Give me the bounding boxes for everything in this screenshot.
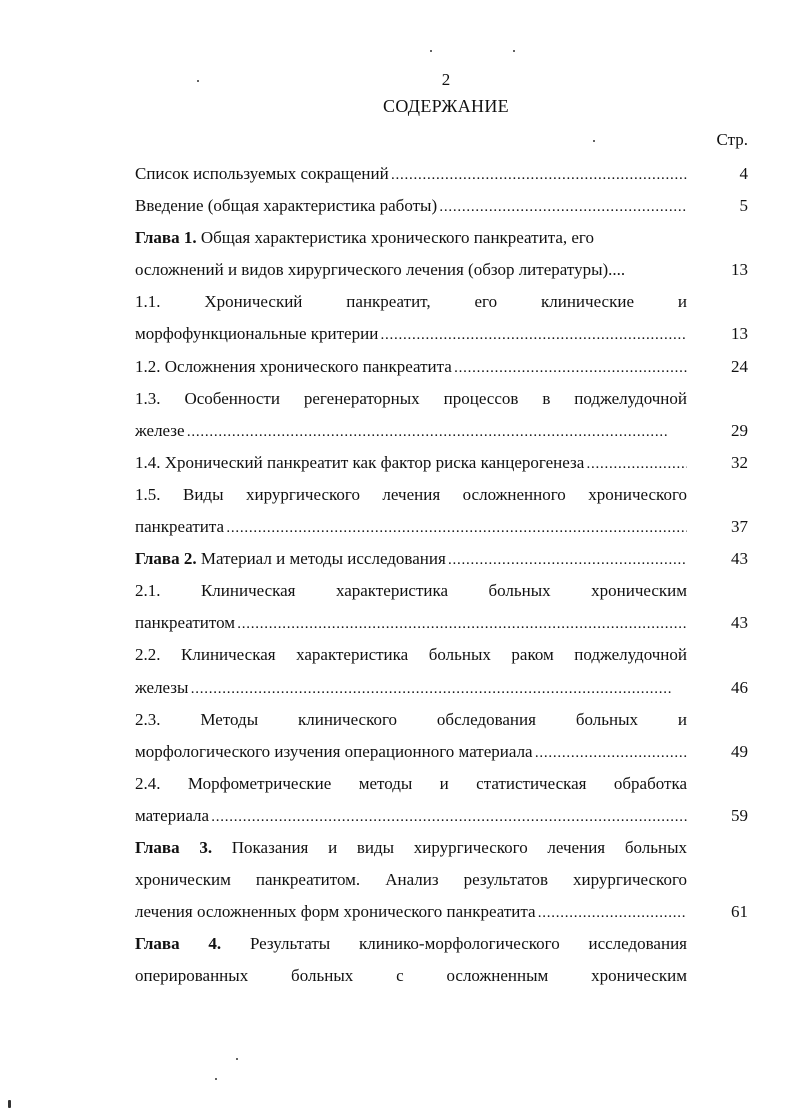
toc-entry [135,768,748,832]
toc-page-number: 43 [731,613,748,633]
toc-title: морфологического изучения операционного материала [135,741,533,761]
toc-entry [135,639,748,703]
toc-line-text [135,254,687,286]
toc-entry [135,575,748,639]
toc-line [135,190,748,222]
toc-line-text [135,672,687,705]
toc-entry [135,704,748,768]
toc-line [135,639,748,671]
page-title: СОДЕРЖАНИЕ [383,96,509,116]
toc-line [135,960,748,992]
toc-page-number: 46 [731,677,748,697]
toc-line [135,479,748,511]
toc-line [135,318,748,350]
toc-page-number: 32 [731,452,748,472]
toc-title: 2.2. Клиническая характеристика больных раком поджелудочной [135,645,687,665]
toc-line-text [135,896,687,929]
toc-page-number: 43 [731,549,748,569]
toc-page-number: 49 [731,741,748,761]
toc-line-text [135,286,687,318]
toc-line-text [135,511,687,544]
toc-line [135,768,748,800]
toc-entry [135,222,748,286]
toc-entry [135,158,748,190]
toc-line-text [135,158,687,191]
toc-page-number: 37 [731,517,748,537]
scan-speck [8,1100,11,1108]
toc-line-text [135,479,687,511]
toc-entry [135,479,748,543]
toc-title: Показания и виды хирургического лечения больных [212,837,687,857]
toc-line [135,222,748,254]
toc-title: 1.5. Виды хирургического лечения осложненного хронического [135,484,687,504]
toc-line [135,607,748,639]
toc-line-text [135,736,687,769]
toc-title: 1.2. Осложнения хронического панкреатита [135,356,452,376]
toc-title: оперированных больных с осложненным хроническим [135,966,687,986]
toc-line [135,351,748,383]
toc-line [135,254,748,286]
chapter-label: Глава 4. [135,934,222,954]
page-number: 2 [441,70,451,89]
toc-title: 1.3. Особенности регенераторных процессов в поджелудочной [135,388,687,408]
scan-speck [236,1058,238,1060]
toc-line [135,672,748,704]
toc-title: железе [135,420,185,440]
toc-line [135,832,748,864]
toc-title: хроническим панкреатитом. Анализ результатов хирургического [135,870,687,890]
toc-entry [135,383,748,447]
toc-page-number: 13 [731,260,748,280]
toc-entry [135,351,748,383]
toc-entry [135,543,748,575]
toc-entry [135,832,748,928]
toc-line-text [135,543,687,576]
toc-line-text [135,768,687,800]
toc-page-number: 59 [731,805,748,825]
scan-speck [215,1078,217,1080]
toc-line [135,415,748,447]
toc-title: лечения осложненных форм хронического панкреатита [135,902,536,922]
chapter-label: Глава 3. [135,837,213,857]
toc-line-text [135,704,687,736]
toc-line [135,543,748,575]
scan-speck [430,50,432,52]
toc-line-text [135,607,687,640]
toc-entry [135,928,748,992]
toc-title: железы [135,677,189,697]
scan-speck [593,140,595,142]
toc-line-text [135,415,687,448]
chapter-label: Глава 1. [135,228,197,248]
toc-line-text [135,832,687,864]
scan-speck [513,50,515,52]
toc-page-number: 13 [731,324,748,344]
pages-column-header: Стр. [716,130,748,149]
toc-entry [135,447,748,479]
toc-title: панкреатита [135,517,225,537]
toc-line-text [135,960,687,992]
toc-line-text [135,351,687,384]
chapter-label: Глава 2. [135,549,197,569]
toc-title: морфофункциональные критерии [135,324,379,344]
toc-title: 2.3. Методы клинического обследования больных и [135,709,687,729]
toc-line [135,864,748,896]
toc-line [135,896,748,928]
toc-line [135,575,748,607]
toc-line-text [135,190,687,223]
toc-line [135,800,748,832]
toc-line [135,928,748,960]
toc-entry [135,286,748,350]
toc-title: 1.1. Хронический панкреатит, его клинические и [135,292,687,312]
toc-entry [135,190,748,222]
toc-line-text [135,864,687,896]
toc-title: Материал и методы исследования [196,549,446,569]
toc-title: материала [135,805,210,825]
toc-line [135,511,748,543]
toc-line-text [135,575,687,607]
toc-page-number: 4 [739,164,748,183]
toc-title: Введение (общая характеристика работы) [135,196,438,216]
toc-line-text [135,383,687,415]
toc-title: Результаты клинико-морфологического исследования [221,934,687,954]
toc-title: 2.4. Морфометрические методы и статистическая обработка [135,773,687,793]
toc-title: 1.4. Хронический панкреатит как фактор риска канцерогенеза [135,452,585,472]
toc-title: панкреатитом [135,613,236,633]
toc-line-text [135,447,687,480]
toc-line-text [135,800,687,833]
table-of-contents [135,158,748,992]
toc-page-number: 5 [739,196,748,216]
toc-page-number: 29 [731,420,748,440]
toc-line [135,286,748,318]
toc-line [135,158,748,190]
toc-title: 2.1. Клиническая характеристика больных хроническим [135,581,687,601]
toc-page-number: 24 [731,356,748,376]
toc-line-text [135,222,687,254]
toc-line [135,383,748,415]
toc-line [135,447,748,479]
toc-title: Список используемых сокращений [135,164,389,183]
toc-title: осложнений и видов хирургического лечения (обзор литературы).... [135,260,626,280]
toc-line [135,736,748,768]
toc-line-text [135,318,687,351]
toc-line-text [135,639,687,671]
toc-page-number: 61 [731,902,748,922]
toc-title: Общая характеристика хронического панкреатита, его [196,228,594,248]
toc-line-text [135,928,687,960]
toc-line [135,704,748,736]
scan-speck [197,80,199,82]
